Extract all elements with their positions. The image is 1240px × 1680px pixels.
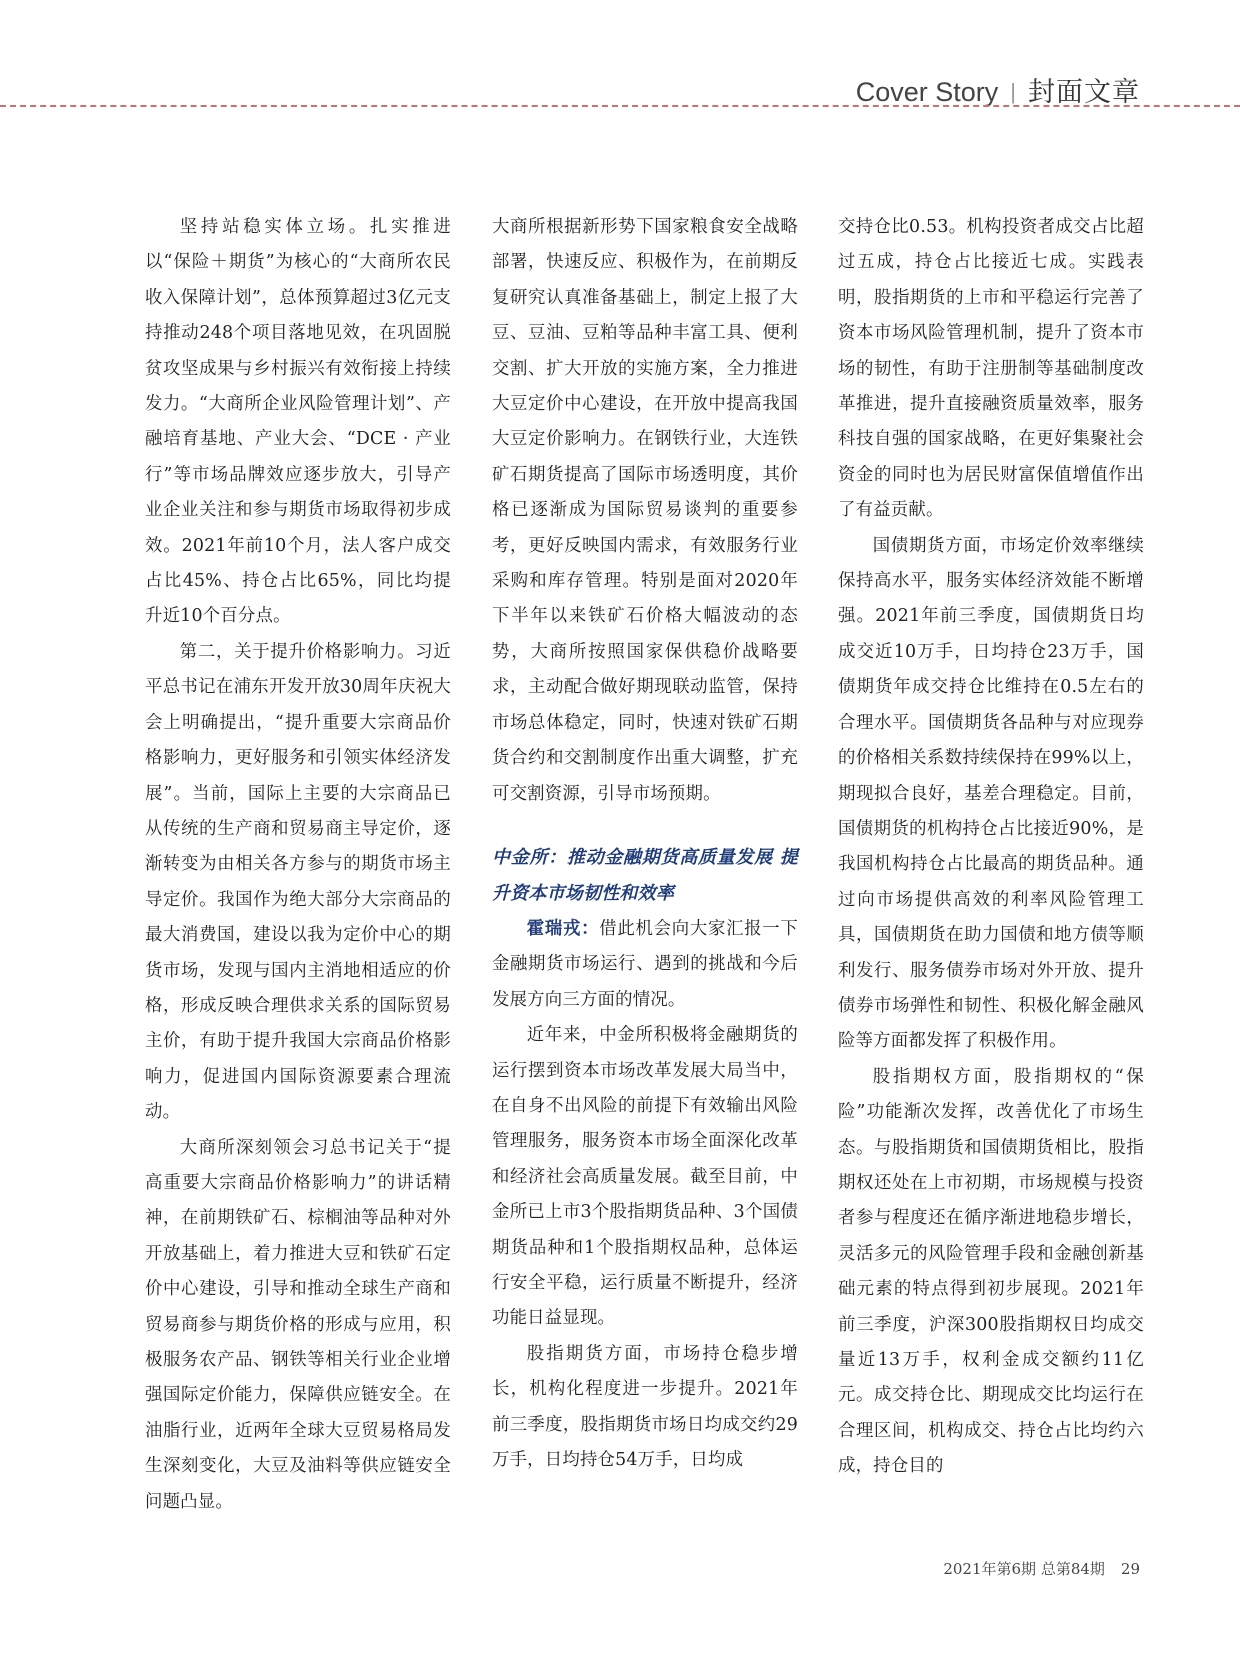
paragraph-continuation: 大商所根据新形势下国家粮食安全战略部署，快速反应、积极作为，在前期反复研究认真准备基础上，制定上报了大豆、豆油、豆粕等品种丰富工具、便利交割、扩大开放的实施方案，全力推进大豆定价中心建设，在开放中提高我国大豆定价影响力。在钢铁行业，大连铁矿石期货提高了国际市场透明度，其价格已逐渐成为国际贸易谈判的重要参考，更好反映国内需求，有效服务行业采购和库存管理。特别是面对2020年下半年以来铁矿石价格大幅波动的态势，大商所按照国家保供稳价战略要求，主动配合做好期现联动监管，保持市场总体稳定，同时，快速对铁矿石期货合约和交割制度作出重大调整，扩充可交割资源，引导市场预期。 [492,217,798,804]
text-column-2 [492,210,798,1478]
header-separator: | [1010,79,1016,104]
paragraph: 国债期货方面，市场定价效率继续保持高水平，服务实体经济效能不断增强。2021年前三季度，国债期货日均成交近10万手，日均持仓23万手，国债期货年成交持仓比维持在0.5左右的合理水平。国债期货各品种与对应现券的价格相关系数持续保持在99%以上，期现拟合良好，基差合理稳定。目前，国债期货的机构持仓占比接近90%，是我国机构持仓占比最高的期货品种。通过向市场提供高效的利率风险管理工具，国债期货在助力国债和地方债等顺利发行、服务债券市场对外开放、提升债券市场弹性和韧性、积极化解金融风险等方面都发挥了积极作用。 [838,535,1144,1052]
paragraph: 第二，关于提升价格影响力。习近平总书记在浦东开发开放30周年庆祝大会上明确提出，“提升重要大宗商品价格影响力，更好服务和引领实体经济发展”。当前，国际上主要的大宗商品已从传统的生产商和贸易商主导定价，逐渐转变为由相关各方参与的期货市场主导定价。我国作为绝大部分大宗商品的最大消费国，建设以我为定价中心的期货市场，发现与国内主消地相适应的价格，形成反映合理供求关系的国际贸易主价，有助于提升我国大宗商品价格影响力，促进国内国际资源要素合理流动。 [145,641,451,1123]
paragraph: 大商所深刻领会习总书记关于“提高重要大宗商品价格影响力”的讲话精神，在前期铁矿石、棕榈油等品种对外开放基础上，着力推进大豆和铁矿石定价中心建设，引导和推动全球生产商和贸易商参与期货价格的形成与应用，积极服务农产品、钢铁等相关行业企业增强国际定价能力，保障供应链安全。在油脂行业，近两年全球大豆贸易格局发生深刻变化，大豆及油料等供应链安全问题凸显。 [145,1137,451,1512]
text-column-3 [838,210,1144,1485]
section-heading: 中金所：推动金融期货高质量发展 提升资本市场韧性和效率 [492,846,798,904]
paragraph: 近年来，中金所积极将金融期货的运行摆到资本市场改革发展大局当中，在自身不出风险的前提下有效输出风险管理服务，服务资本市场全面深化改革和经济社会高质量发展。截至目前，中金所已上市3个股指期货品种、3个国债期货品种和1个股指期权品种，总体运行安全平稳，运行质量不断提升，经济功能日益显现。 [492,1025,798,1329]
column-title [856,70,1140,109]
text-column-1 [145,210,451,1520]
speaker-name: 霍瑞戎： [526,918,600,939]
cover-story-label: Cover Story [855,77,999,107]
speaker-text: 借此机会向大家汇报一下金融期货市场运行、遇到的挑战和今后发展方向三方面的情况。 [492,918,798,1010]
page-number: 29 [1120,1560,1140,1578]
page-footer [943,1558,1140,1579]
paragraph: 坚持站稳实体立场。扎实推进以“保险＋期货”为核心的“大商所农民收入保障计划”，总体预算超过3亿元支持推动248个项目落地见效，在巩固脱贫攻坚成果与乡村振兴有效衔接上持续发力。“大商所企业风险管理计划”、产融培育基地、产业大会、“DCE · 产业行”等市场品牌效应逐步放大，引导产业企业关注和参与期货市场取得初步成效。2021年前10个月，法人客户成交占比45%、持仓占比65%，同比均提升近10个百分点。 [145,217,451,627]
issue-info: 2021年第6期 总第84期 [943,1560,1105,1578]
cover-story-label-cn: 封面文章 [1028,77,1140,107]
page-header [0,60,1240,110]
speaker-paragraph [492,912,798,1018]
paragraph: 股指期货方面，市场持仓稳步增长，机构化程度进一步提升。2021年前三季度，股指期货市场日均成交约29万手，日均持仓54万手，日均成 [492,1343,798,1470]
paragraph-continuation: 交持仓比0.53。机构投资者成交占比超过五成，持仓占比接近七成。实践表明，股指期货的上市和平稳运行完善了资本市场风险管理机制，提升了资本市场的韧性，有助于注册制等基础制度改革推进，提升直接融资质量效率，服务科技自强的国家战略，在更好集聚社会资金的同时也为居民财富保值增值作出了有益贡献。 [838,217,1144,521]
paragraph: 股指期权方面，股指期权的“保险”功能渐次发挥，改善优化了市场生态。与股指期货和国债期货相比，股指期权还处在上市初期，市场规模与投资者参与程度还在循序渐进地稳步增长，灵活多元的风险管理手段和金融创新基础元素的特点得到初步展现。2021年前三季度，沪深300股指期权日均成交量近13万手，权利金成交额约11亿元。成交持仓比、期现成交比均运行在合理区间，机构成交、持仓占比均约六成，持仓目的 [838,1066,1144,1477]
header-dashed-rule [0,105,1240,107]
